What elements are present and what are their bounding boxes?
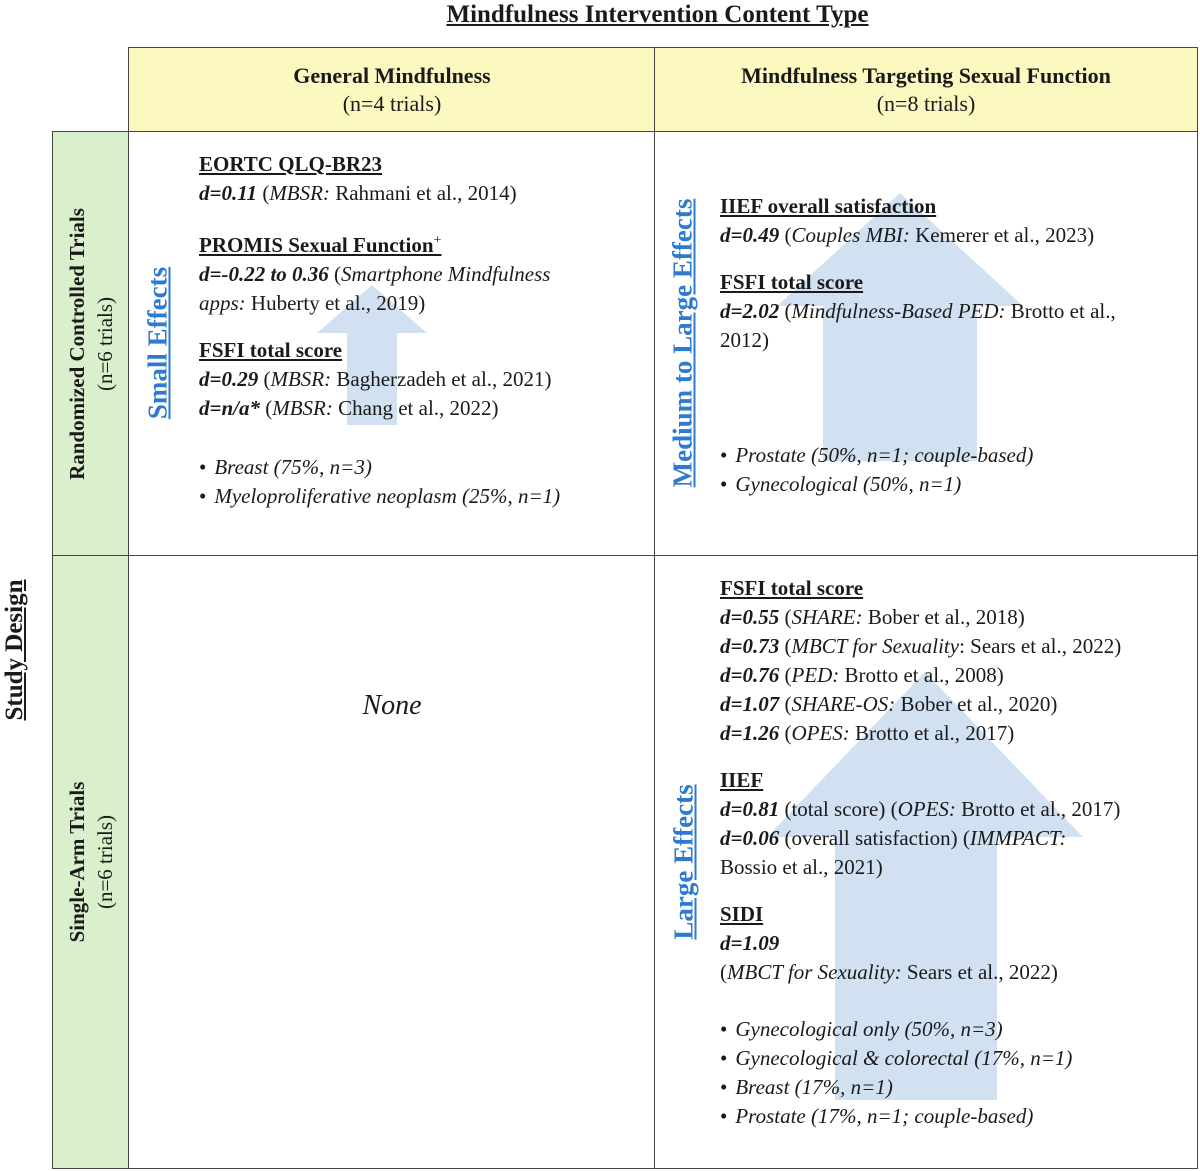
main-title: Mindfulness Intervention Content Type [446,1,869,28]
effect-size-value: d=0.49 [720,223,780,247]
cancer-type-list [720,441,1190,499]
none-text: None [362,690,422,721]
effect-size-value: d=0.11 [199,181,258,205]
citation-text: Brotto et al., 2017) [955,797,1121,821]
effect-label-small: Small Effects [142,266,173,420]
citation-text: ( [720,960,727,984]
citation-text: SHARE: [791,605,863,629]
effect-size-line [720,690,1190,719]
measure-heading: FSFI total score [720,270,864,294]
cancer-type-item: • Breast (17%, n=1) [720,1073,1190,1102]
citation-text: ( [779,721,792,745]
effect-size-line [720,326,1190,355]
citation-text: ( [779,299,792,323]
side-title [0,555,30,745]
heading-superscript: + [433,233,442,248]
citation-text: OPES: [791,721,850,745]
citation-text: Kemerer et al., 2023) [909,223,1095,247]
column-title: Mindfulness Targeting Sexual Function [741,63,1111,88]
effect-size-line [720,661,1190,690]
citation-text: Smartphone Mindfulness [341,262,551,286]
row-title: Single-Arm Trials [65,781,89,943]
citation-text: MBSR: [269,181,330,205]
row-subtitle: (n=6 trials) [93,296,117,392]
measure-heading: EORTC QLQ-BR23 [199,152,383,176]
citation-text: Bober et al., 2020) [895,692,1058,716]
effect-size-value: d=1.07 [720,692,780,716]
citation-text: Brotto et al., 2008) [839,663,1004,687]
citation-text: MBSR: [270,367,332,391]
citation-text: 2012) [720,328,769,352]
effect-size-line [199,260,649,289]
effect-size-line [720,719,1190,748]
effect-size-line [720,221,1190,250]
effect-size-line [720,853,1190,882]
cell-single-general [128,555,656,1169]
citation-text: Huberty et al., 2019) [245,291,426,315]
citation-text: SHARE-OS: [791,692,896,716]
column-subtitle: (n=8 trials) [876,91,976,116]
citation-text: Chang et al., 2022) [332,396,499,420]
cancer-type-item: • Prostate (17%, n=1; couple-based) [720,1102,1190,1131]
citation-text: : Sears et al., 2022) [959,634,1122,658]
measure-heading: IIEF overall satisfaction [720,194,937,218]
citation-text: ( [257,181,270,205]
cancer-type-list [199,453,649,511]
measure-heading: FSFI total score [199,338,343,362]
effect-size-line [720,603,1190,632]
effect-size-value: d=0.29 [199,367,259,391]
cancer-type-item: • Gynecological only (50%, n=3) [720,1015,1190,1044]
citation-text: ( [328,262,342,286]
citation-text: (total score) ( [779,797,898,821]
citation-text: ( [258,367,271,391]
citation-text: Bossio et al., 2021) [720,855,883,879]
effect-size-line [199,179,649,208]
effect-size-line [199,365,649,394]
measure-heading: FSFI total score [720,576,864,600]
side-title-text: Study Design [1,579,28,721]
effect-size-line [720,297,1190,326]
citation-text: IMMPACT: [969,826,1067,850]
column-header-targeted [654,47,1198,133]
column-subtitle: (n=4 trials) [342,91,442,116]
content-rct-targeted [720,192,1190,499]
effect-size-value: d=n/a* [199,396,260,420]
citation-text: ( [779,663,792,687]
citation-text: MBSR: [272,396,333,420]
citation-text: Bober et al., 2018) [862,605,1025,629]
citation-text: Brotto et al., 2017) [849,721,1015,745]
effect-size-line [199,289,649,318]
row-subtitle: (n=6 trials) [93,814,117,910]
effect-size-line [720,958,1190,987]
citation-text: apps: [199,291,246,315]
effect-size-value: d=0.81 [720,797,780,821]
effect-size-value: d=2.02 [720,299,780,323]
effect-size-value: d=1.26 [720,721,780,745]
citation-text: OPES: [897,797,956,821]
citation-text: PED: [791,663,840,687]
cancer-type-item: • Gynecological & colorectal (17%, n=1) [720,1044,1190,1073]
effect-size-line [720,632,1190,661]
citation-text: Couples MBI: [791,223,910,247]
row-title: Randomized Controlled Trials [65,208,89,480]
cancer-type-item: • Myeloproliferative neoplasm (25%, n=1) [199,482,649,511]
effect-size-value: d=0.55 [720,605,780,629]
effect-size-line [199,394,649,423]
citation-text: Brotto et al., [1005,299,1116,323]
effect-size-value: d=0.73 [720,634,780,658]
effect-size-line [720,795,1190,824]
effect-label-medium-large: Medium to Large Effects [667,198,698,488]
citation-text: ( [779,223,792,247]
cancer-type-item: • Breast (75%, n=3) [199,453,649,482]
effect-size-line [720,824,1190,853]
row-header-rct [52,131,130,557]
effect-size-line [720,929,1190,958]
citation-text: ( [259,396,273,420]
content-single-targeted [720,574,1190,1131]
citation-text: ( [779,634,792,658]
effect-size-value: d=-0.22 to 0.36 [199,262,329,286]
citation-text: Bagherzadeh et al., 2021) [331,367,552,391]
cancer-type-list [720,1015,1190,1131]
column-title: General Mindfulness [293,63,491,88]
cancer-type-item: • Gynecological (50%, n=1) [720,470,1190,499]
effect-label-large: Large Effects [668,784,699,940]
cancer-type-item: • Prostate (50%, n=1; couple-based) [720,441,1190,470]
measure-heading: PROMIS Sexual Function+ [199,233,442,257]
citation-text: MBCT for Sexuality [791,634,960,658]
content-rct-general [199,150,649,511]
effect-size-value: d=0.06 [720,826,780,850]
effect-size-value: d=0.76 [720,663,780,687]
citation-text: (overall satisfaction) ( [779,826,970,850]
citation-text: Sears et al., 2022) [901,960,1058,984]
citation-text: Rahmani et al., 2014) [329,181,517,205]
row-header-single-arm [52,555,130,1169]
measure-heading: IIEF [720,768,764,792]
citation-text: ( [779,692,792,716]
measure-heading: SIDI [720,902,764,926]
effect-size-value: d=1.09 [720,931,780,955]
column-header-general [128,47,656,133]
citation-text: ( [779,605,792,629]
citation-text: Mindfulness-Based PED: [791,299,1006,323]
citation-text: MBCT for Sexuality: [727,960,902,984]
